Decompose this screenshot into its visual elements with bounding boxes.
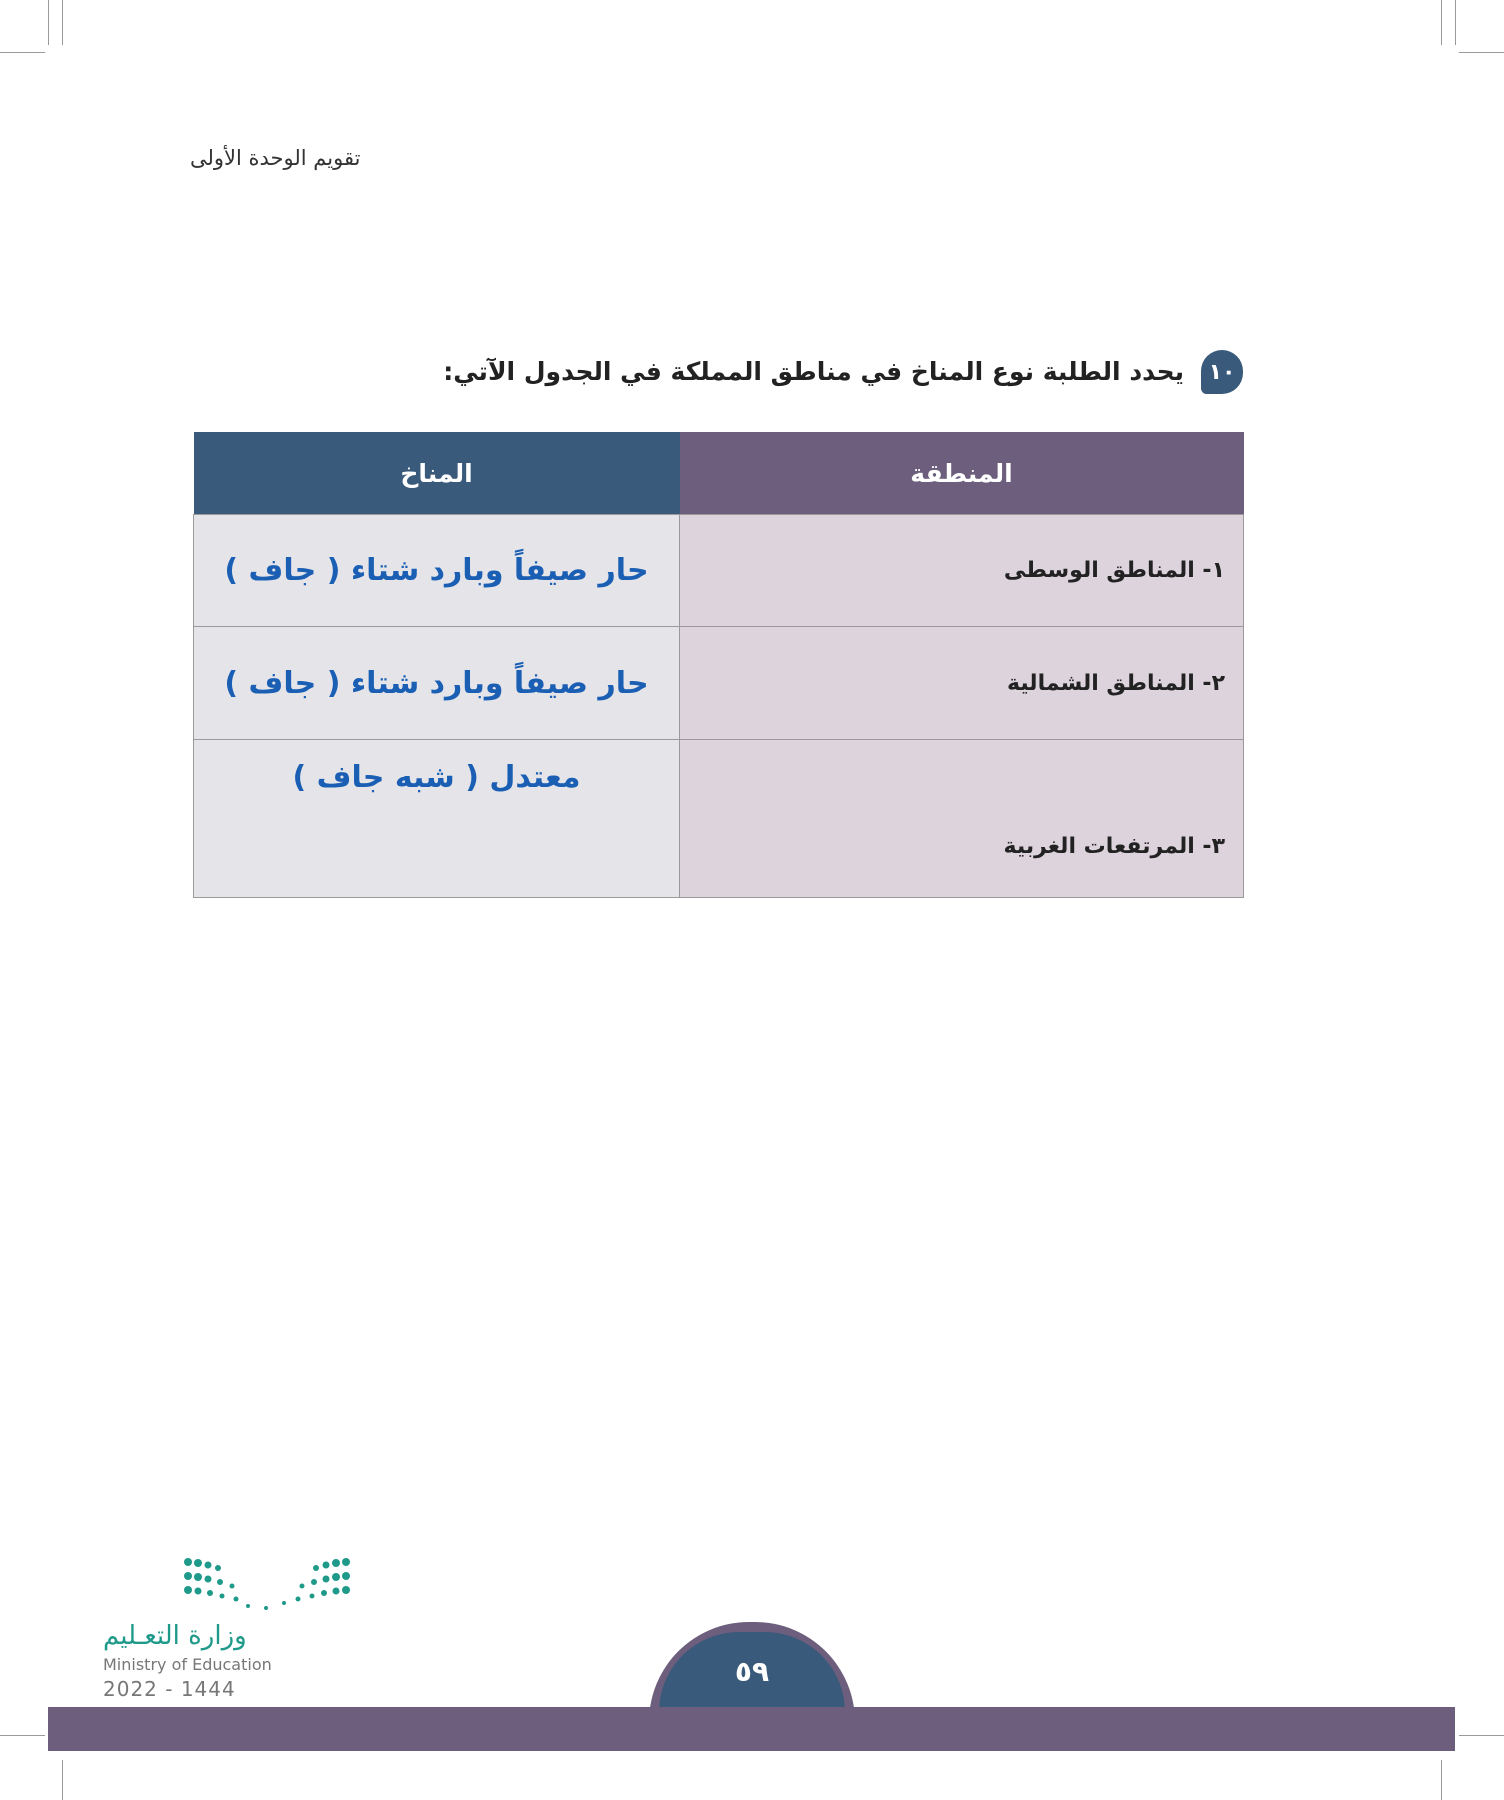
climate-answer-cell: حار صيفاً وبارد شتاء ( جاف )	[194, 627, 680, 740]
crop-mark	[1459, 52, 1504, 53]
crop-mark	[62, 1760, 63, 1800]
region-cell: ٣- المرتفعات الغربية	[680, 740, 1244, 898]
edition-year: 2022 - 1444	[103, 1677, 236, 1701]
crop-mark	[0, 52, 45, 53]
question-text: يحدد الطلبة نوع المناخ في مناطق المملكة في الجدول الآتي:	[443, 357, 1184, 386]
crop-mark	[1441, 1760, 1442, 1800]
header-region: المنطقة	[680, 432, 1244, 515]
region-cell: ٢- المناطق الشمالية	[680, 627, 1244, 740]
climate-answer-cell: حار صيفاً وبارد شتاء ( جاف )	[194, 515, 680, 627]
header-climate: المناخ	[194, 432, 680, 515]
crop-mark	[62, 0, 63, 45]
crop-mark	[48, 0, 49, 45]
ministry-logo-dots-icon	[180, 1556, 355, 1616]
climate-table	[193, 432, 1244, 898]
crop-mark	[1455, 0, 1456, 45]
crop-mark	[0, 1735, 45, 1736]
page-number: ٥٩	[734, 1655, 770, 1688]
ministry-name-english: Ministry of Education	[103, 1655, 272, 1674]
question-number-badge: ١٠	[1201, 350, 1243, 394]
ministry-name-arabic: وزارة التعـليم	[103, 1621, 247, 1651]
table-row	[194, 627, 1244, 740]
table-row	[194, 740, 1244, 898]
crop-mark	[1459, 1735, 1504, 1736]
table-row	[194, 515, 1244, 627]
climate-answer-cell: معتدل ( شبه جاف )	[194, 740, 680, 898]
footer-bar	[48, 1707, 1455, 1751]
crop-mark	[1441, 0, 1442, 45]
running-title: تقويم الوحدة الأولى	[190, 146, 361, 170]
region-cell: ١- المناطق الوسطى	[680, 515, 1244, 627]
